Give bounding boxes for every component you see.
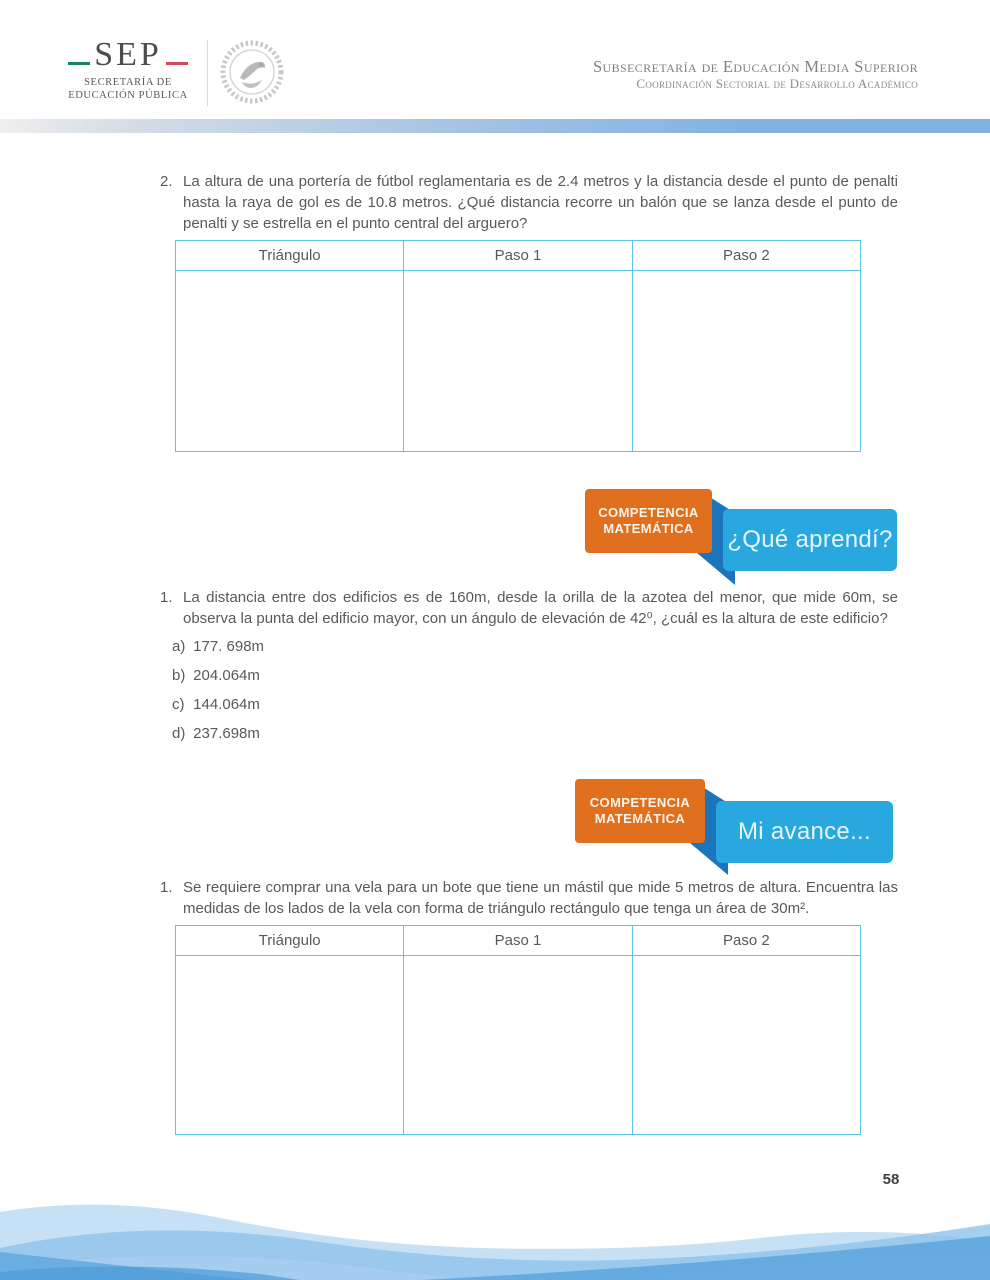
competencia-tag-line1: COMPETENCIA xyxy=(589,795,691,810)
worktable-1 xyxy=(175,240,861,452)
footer-waves-decoration xyxy=(0,1202,990,1280)
sep-logo-subtitle xyxy=(68,76,188,102)
worktable-2-body-row xyxy=(176,956,860,1134)
subsecretaria-title: Subsecretaría de Educación Media Superior xyxy=(592,57,918,76)
worktable-1-header-triangulo: Triángulo xyxy=(176,241,404,270)
option-a-value: 177. 698m xyxy=(193,638,265,655)
problem-vela xyxy=(160,877,898,919)
worktable-1-header-paso1: Paso 1 xyxy=(404,241,632,270)
competencia-tag-line2: MATEMÁTICA xyxy=(603,521,694,536)
worktable-2-header-row xyxy=(176,926,860,956)
option-b xyxy=(172,666,264,686)
worktable-2-header-paso2: Paso 2 xyxy=(722,932,770,949)
sep-red-bar xyxy=(166,62,188,65)
worktable-2-header-paso1: Paso 1 xyxy=(404,926,632,955)
problem-vela-number: 1. xyxy=(160,879,173,896)
que-aprendi-banner xyxy=(723,509,897,571)
mexico-coat-of-arms-icon xyxy=(220,40,284,104)
header-divider xyxy=(207,40,208,106)
sep-subtitle-line2: EDUCACIÓN PÚBLICA xyxy=(68,90,188,101)
option-d-value: 237.698m xyxy=(193,725,260,742)
option-b-label: b) xyxy=(172,667,186,684)
worktable-1-header-row xyxy=(176,241,860,271)
problem-porteria-text: La altura de una portería de fútbol reglamentaria es de 2.4 metros y la distancia desde el punto de penalti hasta la raya de gol es de 10.8 metros. ¿Qué distancia recorre un balón que se lanza desde el punto de penalti y se estrella en el punto central del arguero? xyxy=(183,173,898,232)
problem-vela-text: Se requiere comprar una vela para un bote que tiene un mástil que mide 5 metros de altura. Encuentra las medidas de los lados de la vela con forma de triángulo rectángulo que tenga un área de 30m². xyxy=(183,879,898,917)
option-a-label: a) xyxy=(172,638,186,655)
problem-edificios-number: 1. xyxy=(160,589,173,606)
coordinacion-subtitle: Coordinación Sectorial de Desarrollo Académico xyxy=(636,76,918,91)
option-c-value: 144.064m xyxy=(193,696,260,713)
option-a xyxy=(172,637,264,657)
competencia-tag-line2: MATEMÁTICA xyxy=(594,811,686,826)
badge-mi-avance xyxy=(575,779,893,875)
sep-logo xyxy=(68,38,188,102)
que-aprendi-title: ¿Qué aprendí? xyxy=(727,526,893,553)
worktable-2-cell-paso2 xyxy=(633,956,860,1134)
worktable-2 xyxy=(175,925,861,1135)
header-gradient-bar xyxy=(0,119,990,133)
option-d-label: d) xyxy=(172,725,186,742)
answer-options xyxy=(172,637,264,753)
sep-acronym: SEP xyxy=(94,36,162,73)
worktable-1-cell-paso2 xyxy=(633,271,860,451)
problem-edificios-text: La distancia entre dos edificios es de 160m, desde la orilla de la azotea del menor, que mide 60m, se observa la punta del edificio mayor, con un ángulo de elevación de 42⁰, ¿cuál es la altura de este edificio? xyxy=(183,589,898,627)
competencia-tag xyxy=(575,779,705,843)
worktable-1-cell-triangulo xyxy=(176,271,404,451)
problem-edificios xyxy=(160,587,898,629)
badge-que-aprendi xyxy=(585,489,897,585)
worktable-1-cell-paso1 xyxy=(404,271,632,451)
worktable-2-cell-paso1 xyxy=(404,956,632,1134)
option-c xyxy=(172,695,264,715)
sep-green-bar xyxy=(68,62,90,65)
mi-avance-title: Mi avance... xyxy=(738,818,871,845)
sep-logo-top xyxy=(68,38,188,72)
problem-porteria xyxy=(160,171,898,234)
worktable-2-header-triangulo: Triángulo xyxy=(176,926,404,955)
worktable-2-cell-triangulo xyxy=(176,956,404,1134)
problem-porteria-number: 2. xyxy=(160,173,173,190)
worktable-1-body-row xyxy=(176,271,860,451)
header-institution-block xyxy=(593,57,918,92)
mi-avance-banner xyxy=(716,801,893,863)
option-b-value: 204.064m xyxy=(193,667,260,684)
competencia-tag-line1: COMPETENCIA xyxy=(598,505,699,520)
option-c-label: c) xyxy=(172,696,185,713)
sep-subtitle-line1: SECRETARÍA DE xyxy=(84,77,172,88)
page-number: 58 xyxy=(882,1171,900,1188)
competencia-tag xyxy=(585,489,712,553)
option-d xyxy=(172,724,264,744)
worktable-1-header-paso2: Paso 2 xyxy=(722,247,770,264)
